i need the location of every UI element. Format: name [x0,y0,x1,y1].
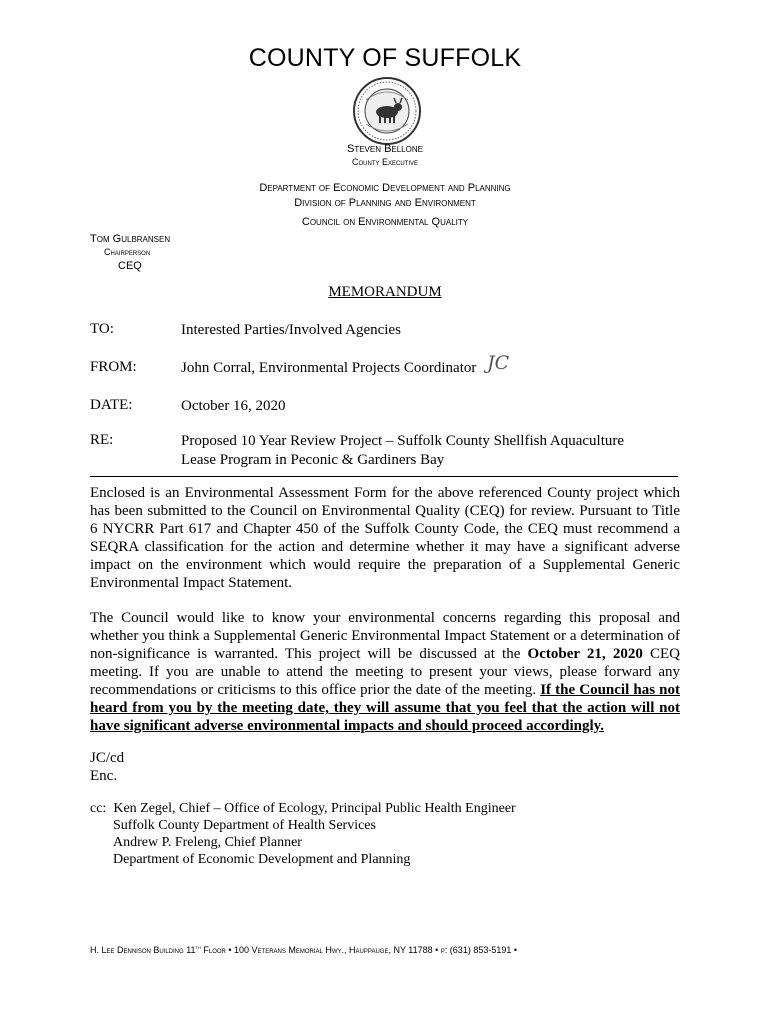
re-value: Proposed 10 Year Review Project – Suffolk County Shellfish Aquaculture Lease Program in Peconic & Gardiners Bay [181,433,625,468]
paragraph-2-text-b: CEQ meeting. If you are unable to attend the meeting to present your views, please forward any recommendations or criticisms to this office prior the date of the meeting. [90,646,680,698]
response-deadline-notice: If the Council has not heard from you by the meeting date, they will assume that you feel that the action will not have significant adverse environmental impacts and should proceed accordingly. [90,682,680,734]
footer-ordinal: th [195,945,201,951]
cc-line: Ken Zegel, Chief – Office of Ecology, Principal Public Health Engineer [113,801,516,816]
chair-org: CEQ [118,260,142,272]
department-name: Department of Economic Development and Planning [259,182,511,194]
date-value: October 16, 2020 [181,398,286,414]
cc-recipient: Andrew P. Freleng, Chief Planner [113,835,302,850]
county-seal-icon [352,76,422,146]
body-paragraph-2 [90,609,680,735]
from-label: FROM: [90,359,137,375]
memo-heading: MEMORANDUM [328,284,442,300]
cc-list [90,800,516,868]
header-divider [90,476,678,477]
cc-recipient: Suffolk County Department of Health Services [113,818,376,833]
county-title: COUNTY OF SUFFOLK [248,44,522,72]
handwritten-initials: JC [487,352,510,374]
division-name: Division of Planning and Environment [294,197,476,209]
county-executive-title: County Executive [351,157,418,167]
enclosure-note: Enc. [90,768,118,784]
footer-address [90,945,517,955]
typist-initials: JC/cd [90,750,125,766]
paragraph-2-text-a: The Council would like to know your environmental concerns regarding this proposal and whether you think a Supplemental Generic Environmental Impact Statement or a determination of non-significance is warranted. This project will be discussed at the [90,610,680,662]
meeting-date: October 21, 2020 [527,646,643,662]
council-name: Council on Environmental Quality [301,216,469,228]
body-paragraph-1: Enclosed is an Environmental Assessment Form for the above referenced County project which has been submitted to the Council on Environmental Quality (CEQ) for review. Pursuant to Title 6 NYCRR Part 617 and Chapter 450 of the Suffolk County Code, the CEQ must recommend a SEQRA classification for the action and determine whether it may have a significant adverse impact on the environment which would require the preparation of a Supplemental Generic Environmental Impact Statement. [90,485,680,591]
date-label: DATE: [90,397,133,413]
county-executive-name: Steven Bellone [347,143,423,155]
cc-recipient: Department of Economic Development and Planning [113,852,411,867]
to-value: Interested Parties/Involved Agencies [181,322,401,338]
to-label: TO: [90,321,114,337]
chair-title: Chairperson [104,247,151,257]
from-value: John Corral, Environmental Projects Coordinator [181,360,477,376]
chair-name: Tom Gulbransen [90,233,171,245]
footer-address-rest: Floor • 100 Veterans Memorial Hwy., Hauppauge, NY 11788 • p: (631) 853-5191 • [200,945,518,955]
footer-building: H. Lee Dennison Building 11 [90,945,196,955]
cc-recipient [90,800,516,817]
re-label: RE: [90,432,114,448]
cc-prefix: cc: [90,801,107,816]
